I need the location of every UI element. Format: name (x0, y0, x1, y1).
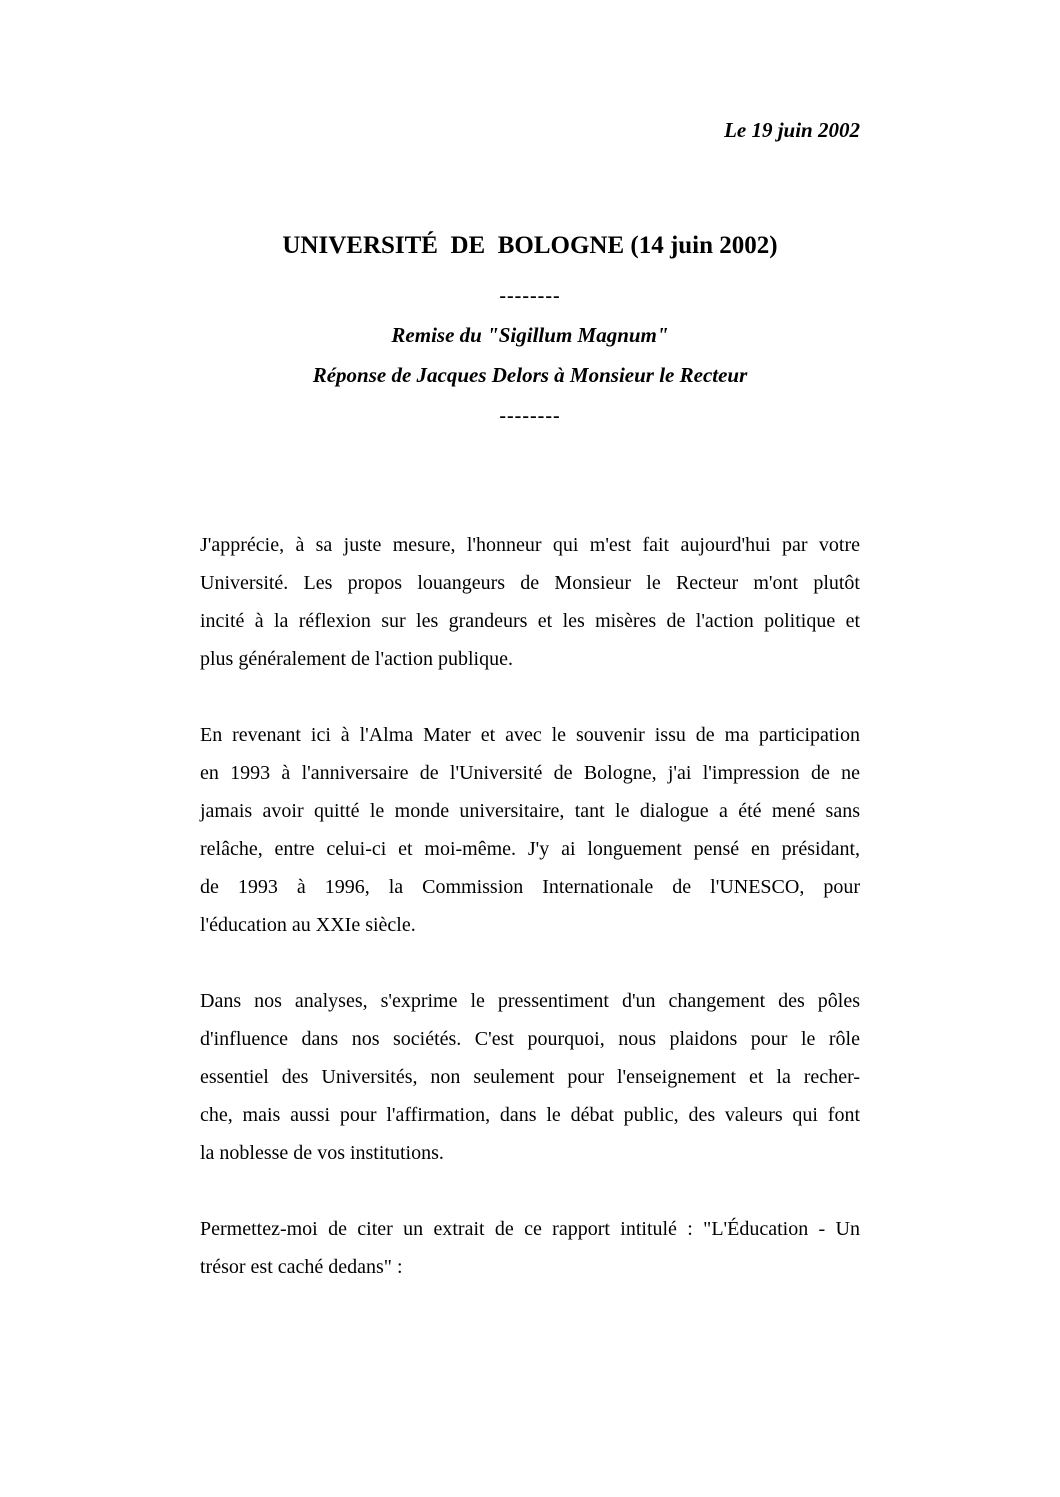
text-line: incité à la réflexion sur les grandeurs et les misères de l'action politique et (200, 610, 860, 632)
subtitle-remise: Remise du "Sigillum Magnum" (391, 323, 669, 347)
body-text (200, 526, 860, 1286)
paragraph-2 (200, 716, 860, 944)
text-line: en 1993 à l'anniversaire de l'Université de Bologne, j'ai l'impression de ne (200, 762, 860, 784)
text-line: relâche, entre celui-ci et moi-même. J'y ai longuement pensé en présidant, (200, 838, 860, 860)
paragraph-1 (200, 526, 860, 678)
text-line: Permettez-moi de citer un extrait de ce rapport intitulé : "L'Éducation - Un (200, 1218, 860, 1240)
subtitle-reponse: Réponse de Jacques Delors à Monsieur le Recteur (312, 363, 748, 387)
text-line: jamais avoir quitté le monde universitaire, tant le dialogue a été mené sans (200, 800, 860, 822)
text-line: trésor est caché dedans" : (200, 1256, 403, 1278)
text-line: l'éducation au XXIe siècle. (200, 914, 416, 936)
text-line: la noblesse de vos institutions. (200, 1142, 444, 1164)
separator-top: -------- (499, 285, 561, 307)
document-content (200, 116, 860, 1286)
paragraph-4 (200, 1210, 860, 1286)
text-line: essentiel des Universités, non seulement pour l'enseignement et la recher- (200, 1066, 860, 1088)
text-line: J'apprécie, à sa juste mesure, l'honneur qui m'est fait aujourd'hui par votre (200, 534, 860, 556)
text-line: Université. Les propos louangeurs de Monsieur le Recteur m'ont plutôt (200, 572, 860, 594)
text-line: plus généralement de l'action publique. (200, 648, 513, 670)
document-title: UNIVERSITÉ DE BOLOGNE (14 juin 2002) (282, 232, 778, 259)
text-line: che, mais aussi pour l'affirmation, dans le débat public, des valeurs qui font (200, 1104, 860, 1126)
separator-bottom: -------- (499, 405, 561, 427)
paragraph-3 (200, 982, 860, 1172)
text-line: Dans nos analyses, s'exprime le pressentiment d'un changement des pôles (200, 990, 860, 1012)
text-line: de 1993 à 1996, la Commission Internationale de l'UNESCO, pour (200, 876, 860, 898)
date-line: Le 19 juin 2002 (724, 118, 860, 142)
text-line: d'influence dans nos sociétés. C'est pourquoi, nous plaidons pour le rôle (200, 1028, 860, 1050)
text-line: En revenant ici à l'Alma Mater et avec le souvenir issu de ma participation (200, 724, 860, 746)
